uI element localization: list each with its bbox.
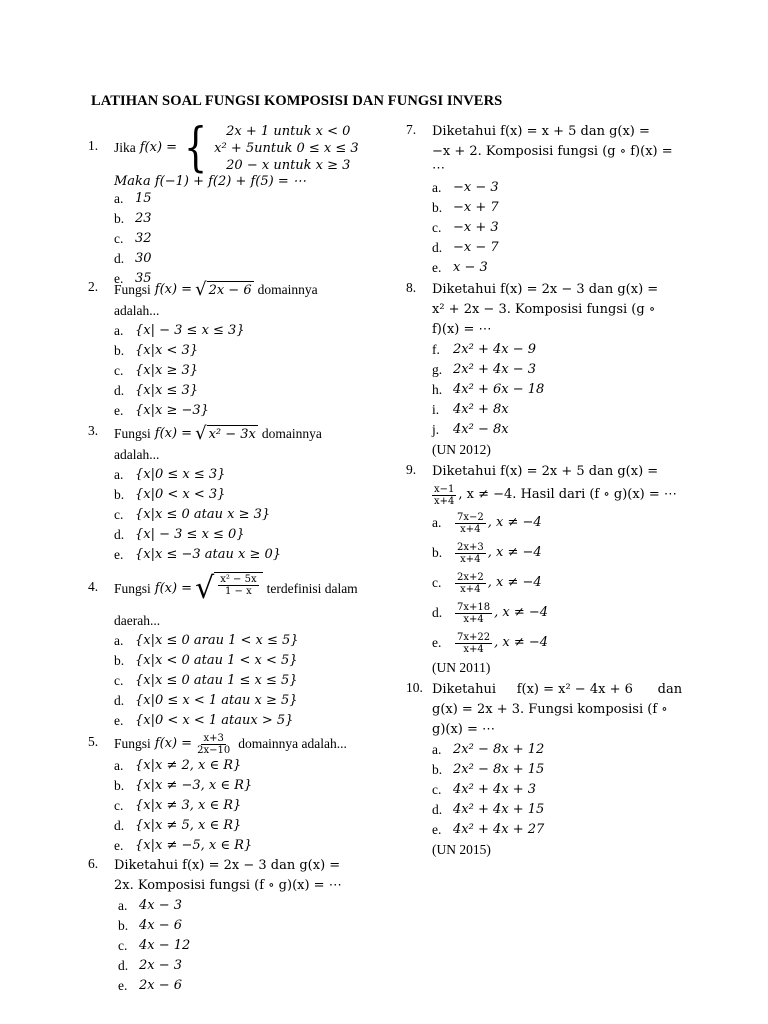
option-letter: d. <box>432 605 443 620</box>
option-text: 4x − 3 <box>139 898 183 913</box>
option-letter: d. <box>114 527 125 542</box>
option-value <box>453 258 488 278</box>
option-value <box>453 800 544 820</box>
function-label: f(x) = <box>139 140 178 155</box>
fraction <box>195 733 232 756</box>
option-value <box>135 465 225 485</box>
option-value <box>139 916 182 936</box>
option-text: {x|x ≠ 5, x ∈ R} <box>135 818 242 833</box>
option-letter: a. <box>432 742 442 757</box>
option-value <box>139 896 182 916</box>
option-2 <box>114 209 378 229</box>
question-text: Diketahui f(x) = 2x − 3 dan g(x) = <box>114 858 341 873</box>
option-1 <box>114 631 378 651</box>
question-text-line2: 2x. Komposisi fungsi (f ∘ g)(x) = ⋯ <box>114 878 342 893</box>
option-text: {x|0 ≤ x < 1 atau x ≥ 5} <box>135 693 298 708</box>
option-text: 2x² − 8x + 15 <box>453 762 545 777</box>
option-value <box>139 936 190 956</box>
question-number: 10. <box>406 680 423 695</box>
option-text: {x| − 3 ≤ x ≤ 0} <box>135 527 245 542</box>
question-number: 9. <box>406 462 417 477</box>
options <box>114 756 378 856</box>
option-text: {x|x ≥ −3} <box>135 403 209 418</box>
option-5 <box>432 258 696 278</box>
option-3 <box>114 671 378 691</box>
left-column <box>88 118 378 996</box>
option-text: 4x − 12 <box>139 938 191 953</box>
option-text: {x| − 3 ≤ x ≤ 3} <box>135 323 245 338</box>
option-text: 23 <box>135 211 152 226</box>
question-text-line2: x² + 2x − 3. Komposisi fungsi (g ∘ <box>432 302 656 317</box>
question-lead: Fungsi <box>114 282 151 297</box>
question-text-line2: g(x) = 2x + 3. Fungsi komposisi (f ∘ <box>432 702 668 717</box>
sqrt-expression: √ $\frac{\text{x² − 5x}}{1 - x}$ <box>195 572 263 606</box>
option-4 <box>432 598 696 628</box>
case-1: 2x + 1 untuk x < 0 <box>226 123 351 139</box>
option-letter: a. <box>114 467 124 482</box>
question-lead: Jika <box>114 140 136 155</box>
option-letter: c. <box>114 507 124 522</box>
option-2 <box>432 760 696 780</box>
options <box>118 896 378 996</box>
option-letter: d. <box>432 802 443 817</box>
question-text-line2: adalah... <box>114 447 160 462</box>
question-8 <box>406 280 696 460</box>
option-letter: d. <box>114 251 125 266</box>
option-value <box>135 505 270 525</box>
option-letter: c. <box>114 231 124 246</box>
question-text: Diketahui f(x) = 2x − 3 dan g(x) = <box>432 282 659 297</box>
option-1 <box>114 756 378 776</box>
fraction-numerator: x−1 <box>434 483 455 495</box>
option-text: 2x² + 4x − 9 <box>453 342 537 357</box>
question-7 <box>406 122 696 278</box>
option-text: {x|0 < x < 1 ataux > 5} <box>135 713 294 728</box>
option-letter: j. <box>432 422 440 437</box>
fraction-numerator: 2x+2 <box>457 571 484 583</box>
option-letter: b. <box>114 653 125 668</box>
fraction <box>455 542 486 565</box>
option-text: −x + 7 <box>453 200 499 215</box>
option-5 <box>114 401 378 421</box>
option-letter: a. <box>118 898 128 913</box>
option-5 <box>118 976 378 996</box>
option-value <box>453 340 536 360</box>
option-value <box>135 711 293 731</box>
option-letter: d. <box>114 383 125 398</box>
option-letter: d. <box>118 958 129 973</box>
option-1 <box>432 178 696 198</box>
option-text: 4x − 6 <box>139 918 183 933</box>
option-text: , x ≠ −4 <box>494 635 549 650</box>
option-value <box>135 401 209 421</box>
function-label: f(x) = <box>154 282 193 297</box>
question-text: domainnya <box>257 282 318 297</box>
option-4 <box>114 381 378 401</box>
option-4 <box>114 249 378 269</box>
fraction <box>455 632 492 655</box>
option-letter: d. <box>114 818 125 833</box>
option-4 <box>118 956 378 976</box>
option-text: 4x² − 8x <box>453 422 509 437</box>
option-letter: d. <box>114 693 125 708</box>
option-text: 4x² + 6x − 18 <box>453 382 545 397</box>
question-9 <box>406 462 696 678</box>
fraction <box>432 484 456 507</box>
option-text: 35 <box>135 271 152 286</box>
option-value <box>135 525 245 545</box>
question-number: 7. <box>406 122 417 137</box>
option-letter: e. <box>432 822 442 837</box>
option-value <box>453 820 544 840</box>
option-2 <box>114 651 378 671</box>
option-text: 15 <box>135 191 152 206</box>
option-text: 4x² + 4x + 27 <box>453 822 545 837</box>
option-letter: b. <box>432 762 443 777</box>
option-text: {x|x ≤ 0 arau 1 < x ≤ 5} <box>135 633 299 648</box>
option-letter: c. <box>114 798 124 813</box>
fraction-denominator: x+4 <box>460 583 481 595</box>
option-value <box>135 485 225 505</box>
fraction-denominator: x+4 <box>460 553 481 565</box>
option-value <box>135 776 252 796</box>
option-text: 2x² + 4x − 3 <box>453 362 537 377</box>
option-value <box>135 796 241 816</box>
option-letter: h. <box>432 382 443 397</box>
option-3 <box>114 361 378 381</box>
option-5 <box>432 628 696 658</box>
option-value <box>453 508 542 538</box>
option-value <box>453 178 499 198</box>
question-1 <box>88 118 378 290</box>
option-value <box>453 380 544 400</box>
option-5 <box>114 711 378 731</box>
options <box>114 631 378 731</box>
question-number: 4. <box>88 579 99 594</box>
option-letter: b. <box>114 343 125 358</box>
question-lead: Fungsi <box>114 736 151 751</box>
option-text: {x|x < 3} <box>135 343 199 358</box>
question-text-line3: ⋯ <box>432 161 445 176</box>
option-letter: a. <box>114 633 124 648</box>
option-3 <box>114 796 378 816</box>
case-3: 20 − x untuk x ≥ 3 <box>226 157 351 173</box>
option-value <box>453 420 509 440</box>
option-value <box>135 651 298 671</box>
option-3 <box>114 505 378 525</box>
option-text: {x|0 ≤ x ≤ 3} <box>135 467 226 482</box>
option-text: {x|x < 0 atau 1 < x < 5} <box>135 653 298 668</box>
option-1 <box>114 321 378 341</box>
option-3 <box>432 780 696 800</box>
source-note: (UN 2011) <box>432 660 491 675</box>
option-5 <box>432 420 696 440</box>
option-letter: c. <box>432 575 442 590</box>
function-label: f(x) = <box>154 426 193 441</box>
option-value <box>135 249 152 269</box>
option-letter: e. <box>432 260 442 275</box>
option-text: −x − 3 <box>453 180 499 195</box>
question-number: 1. <box>88 138 99 153</box>
sqrt-expression: √ 2x − 6 <box>195 279 252 300</box>
option-value <box>135 691 298 711</box>
options <box>432 740 696 840</box>
question-text: Diketahui f(x) = x + 5 dan g(x) = <box>432 124 650 139</box>
case-2: x² + 5untuk 0 ≤ x ≤ 3 <box>214 140 359 156</box>
option-letter: e. <box>118 978 128 993</box>
options <box>432 340 696 440</box>
question-text-line2: adalah... <box>114 303 160 318</box>
fraction-numerator: 7x+18 <box>457 601 491 613</box>
option-letter: e. <box>114 838 124 853</box>
fraction-denominator: 1 − x <box>225 586 252 597</box>
fraction-denominator: x+4 <box>463 613 484 625</box>
option-text: {x|x ≤ 3} <box>135 383 199 398</box>
option-1 <box>114 189 378 209</box>
option-letter: c. <box>114 673 124 688</box>
question-ask: Maka f(−1) + f(2) + f(5) = ⋯ <box>114 174 306 189</box>
option-2 <box>114 485 378 505</box>
option-value <box>135 321 245 341</box>
option-letter: b. <box>114 487 125 502</box>
question-2 <box>88 279 378 421</box>
question-number: 5. <box>88 734 99 749</box>
question-text-line2: −x + 2. Komposisi fungsi (g ∘ f)(x) = <box>432 144 673 159</box>
question-text-line3: f)(x) = ⋯ <box>432 322 492 337</box>
option-text: {x|x ≠ 3, x ∈ R} <box>135 798 242 813</box>
option-letter: b. <box>114 778 125 793</box>
brace: { <box>184 118 208 178</box>
option-5 <box>114 836 378 856</box>
option-value <box>135 381 198 401</box>
right-column <box>406 122 696 860</box>
option-letter: b. <box>432 545 443 560</box>
fraction-denominator: 2x−10 <box>197 744 231 756</box>
option-letter: e. <box>432 635 442 650</box>
question-number: 8. <box>406 280 417 295</box>
fraction <box>455 512 486 535</box>
option-value <box>135 229 152 249</box>
function-label: f(x) = <box>154 581 193 596</box>
option-1 <box>432 740 696 760</box>
fraction-numerator: 7x+22 <box>457 631 491 643</box>
option-text: 4x² + 8x <box>453 402 509 417</box>
option-1 <box>432 508 696 538</box>
radicand: x² − 3x <box>208 427 256 442</box>
option-letter: c. <box>432 220 442 235</box>
fraction <box>455 602 492 625</box>
options <box>114 465 378 565</box>
option-3 <box>432 568 696 598</box>
option-1 <box>118 896 378 916</box>
option-3 <box>432 218 696 238</box>
option-value <box>135 361 198 381</box>
option-letter: c. <box>114 363 124 378</box>
option-value <box>453 628 548 658</box>
source-note: (UN 2015) <box>432 842 491 857</box>
option-value <box>453 198 499 218</box>
option-text: {x|x ≤ 0 atau 1 ≤ x ≤ 5} <box>135 673 298 688</box>
fraction-numerator: 7x−2 <box>457 511 484 523</box>
option-letter: b. <box>432 200 443 215</box>
option-3 <box>432 380 696 400</box>
sqrt-expression: √ x² − 3x <box>195 423 256 444</box>
page-title: LATIHAN SOAL FUNGSI KOMPOSISI DAN FUNGSI INVERS <box>91 93 503 109</box>
option-text: 30 <box>135 251 152 266</box>
option-letter: c. <box>432 782 442 797</box>
question-text-line2: , x ≠ −4. Hasil dari (f ∘ g)(x) = ⋯ <box>458 487 677 502</box>
option-text: 4x² + 4x + 15 <box>453 802 545 817</box>
option-letter: a. <box>114 323 124 338</box>
option-text: {x|x ≠ −5, x ∈ R} <box>135 838 253 853</box>
option-2 <box>432 198 696 218</box>
option-letter: d. <box>432 240 443 255</box>
question-number: 3. <box>88 423 99 438</box>
option-value <box>135 671 298 691</box>
option-value <box>453 538 542 568</box>
option-text: {x|x ≤ 0 atau x ≥ 3} <box>135 507 271 522</box>
option-value <box>453 760 544 780</box>
option-2 <box>118 916 378 936</box>
option-value <box>453 780 536 800</box>
source-note: (UN 2012) <box>432 442 491 457</box>
radicand: 2x − 6 <box>208 283 252 298</box>
option-letter: b. <box>114 211 125 226</box>
option-text: , x ≠ −4 <box>487 575 542 590</box>
option-value <box>453 218 499 238</box>
option-4 <box>432 800 696 820</box>
option-2 <box>114 341 378 361</box>
option-5 <box>114 545 378 565</box>
options <box>432 178 696 278</box>
option-letter: i. <box>432 402 440 417</box>
option-text: 2x − 3 <box>139 958 183 973</box>
option-text: {x|x ≠ 2, x ∈ R} <box>135 758 242 773</box>
option-value <box>453 360 536 380</box>
option-value <box>453 238 499 258</box>
option-value <box>453 568 542 598</box>
question-text: domainnya adalah... <box>238 736 347 751</box>
option-value <box>135 545 281 565</box>
option-value <box>135 816 241 836</box>
option-4 <box>432 400 696 420</box>
option-text: x − 3 <box>453 260 488 275</box>
option-letter: b. <box>118 918 129 933</box>
question-text-line2: daerah... <box>114 613 161 628</box>
options <box>432 508 696 658</box>
option-letter: a. <box>114 191 124 206</box>
piecewise-cases <box>214 123 359 174</box>
options <box>114 321 378 421</box>
option-letter: g. <box>432 362 443 377</box>
fraction <box>455 572 486 595</box>
option-value <box>453 598 548 628</box>
option-value <box>453 740 544 760</box>
question-3 <box>88 423 378 565</box>
question-number: 6. <box>88 856 99 871</box>
function-label: f(x) = <box>154 736 193 751</box>
fraction-denominator: x+4 <box>460 523 481 535</box>
question-4 <box>88 569 378 731</box>
question-text: Diketahui f(x) = 2x + 5 dan g(x) = <box>432 464 659 479</box>
option-value <box>139 976 182 996</box>
options <box>114 189 378 289</box>
option-letter: a. <box>432 180 442 195</box>
fraction-numerator: x² − 5x <box>220 574 257 585</box>
option-2 <box>432 360 696 380</box>
option-3 <box>114 229 378 249</box>
option-text: 2x² − 8x + 12 <box>453 742 545 757</box>
fraction-denominator: x+4 <box>463 643 484 655</box>
option-2 <box>432 538 696 568</box>
option-5 <box>432 820 696 840</box>
option-2 <box>114 776 378 796</box>
question-5 <box>88 732 378 856</box>
option-text: , x ≠ −4 <box>494 605 549 620</box>
fraction-numerator: 2x+3 <box>457 541 484 553</box>
option-4 <box>114 816 378 836</box>
question-lead: Fungsi <box>114 581 151 596</box>
option-text: 32 <box>135 231 152 246</box>
option-value <box>135 756 241 776</box>
option-1 <box>432 340 696 360</box>
question-6 <box>88 856 378 996</box>
option-letter: e. <box>114 547 124 562</box>
option-3 <box>118 936 378 956</box>
option-text: , x ≠ −4 <box>487 545 542 560</box>
question-lead: Fungsi <box>114 426 151 441</box>
question-text: Diketahui f(x) = x² − 4x + 6 dan <box>432 682 683 697</box>
option-letter: f. <box>432 342 440 357</box>
option-text: {x|x ≤ −3 atau x ≥ 0} <box>135 547 282 562</box>
option-text: , x ≠ −4 <box>487 515 542 530</box>
option-letter: c. <box>118 938 128 953</box>
option-letter: e. <box>114 271 124 286</box>
option-value <box>135 209 152 229</box>
option-text: {x|x ≠ −3, x ∈ R} <box>135 778 253 793</box>
option-4 <box>432 238 696 258</box>
fraction-numerator: x+3 <box>203 732 224 744</box>
option-text: −x − 7 <box>453 240 499 255</box>
option-value <box>453 400 509 420</box>
option-text: 2x − 6 <box>139 978 183 993</box>
option-text: {x|x ≥ 3} <box>135 363 199 378</box>
option-letter: a. <box>432 515 442 530</box>
option-letter: e. <box>114 713 124 728</box>
option-text: {x|0 < x < 3} <box>135 487 226 502</box>
question-number: 2. <box>88 279 99 294</box>
option-letter: a. <box>114 758 124 773</box>
question-text: terdefinisi dalam <box>266 581 358 596</box>
question-text-line3: g)(x) = ⋯ <box>432 722 496 737</box>
option-value <box>139 956 182 976</box>
fraction-denominator: x+4 <box>434 495 455 507</box>
option-value <box>135 189 152 209</box>
option-value <box>135 341 198 361</box>
question-10 <box>406 680 696 860</box>
question-text: domainnya <box>261 426 322 441</box>
option-letter: e. <box>114 403 124 418</box>
option-value <box>135 631 299 651</box>
option-text: −x + 3 <box>453 220 499 235</box>
option-value <box>135 836 252 856</box>
option-1 <box>114 465 378 485</box>
option-text: 4x² + 4x + 3 <box>453 782 537 797</box>
option-4 <box>114 525 378 545</box>
option-4 <box>114 691 378 711</box>
